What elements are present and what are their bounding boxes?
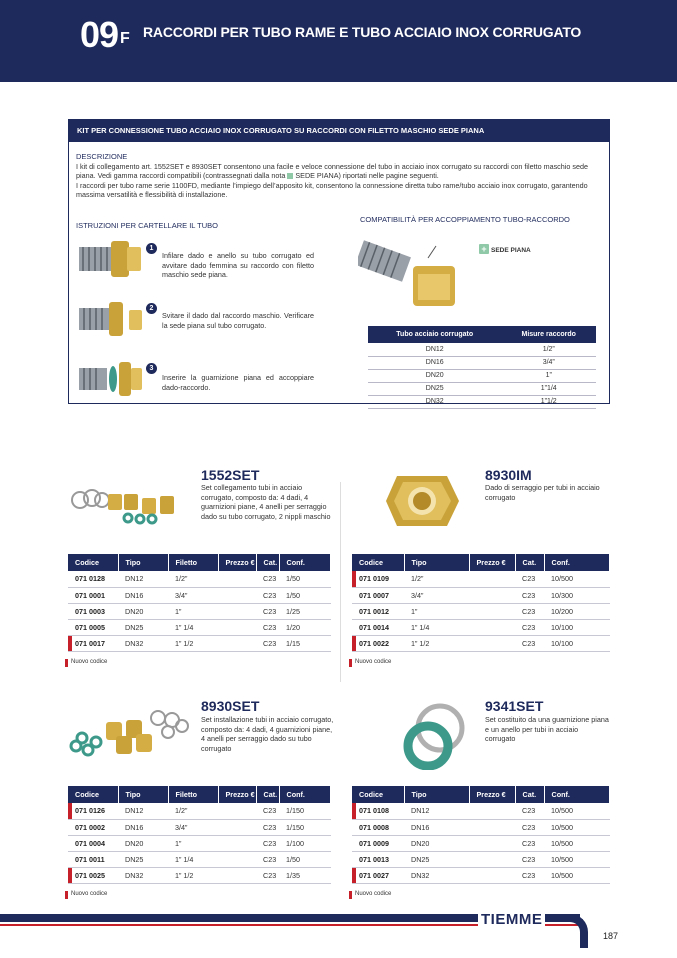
th-filetto: Filetto — [168, 554, 218, 571]
cell — [218, 635, 256, 651]
cell-code: 071 0004 — [68, 835, 118, 851]
step-2-badge: 2 — [146, 303, 157, 314]
th-conf: Conf. — [279, 554, 331, 571]
th-prezzo: Prezzo € — [218, 554, 256, 571]
cell — [469, 835, 515, 851]
chapter-letter: F — [120, 30, 130, 47]
compat-header-tube: Tubo acciaio corrugato — [368, 326, 501, 343]
product-8930im-title: 8930IM — [485, 467, 532, 483]
cell: 1”1/4 — [501, 382, 596, 395]
cell: 10/500 — [544, 851, 610, 867]
cell-code: 071 0025 — [68, 867, 118, 883]
chapter-number: 09 — [80, 14, 119, 55]
cell-code: 071 0017 — [68, 635, 118, 651]
cell: 1/2” — [168, 803, 218, 819]
cell: 1” — [168, 835, 218, 851]
product-1552set-table — [68, 554, 331, 652]
cell: DN32 — [404, 867, 469, 883]
cell: 10/500 — [544, 571, 610, 587]
product-8930im-desc: Dado di serraggio per tubi in acciaio corrugato — [485, 483, 600, 502]
cell — [469, 867, 515, 883]
cell: 10/300 — [544, 587, 610, 603]
th-codice: Codice — [352, 554, 404, 571]
cell — [218, 587, 256, 603]
cell: C23 — [515, 635, 544, 651]
compatibility-photo — [358, 238, 458, 313]
th-codice: Codice — [68, 786, 118, 803]
table-row — [352, 851, 610, 867]
cell: 1/50 — [279, 587, 331, 603]
product-9341set-title: 9341SET — [485, 698, 544, 714]
cell: DN16 — [118, 587, 168, 603]
cell — [218, 571, 256, 587]
cell: 1/2” — [404, 571, 469, 587]
cell — [469, 619, 515, 635]
cell — [469, 603, 515, 619]
cell-code: 071 0007 — [352, 587, 404, 603]
step-2-photo — [79, 296, 143, 346]
step-1-photo — [79, 237, 143, 287]
cell: 10/500 — [544, 835, 610, 851]
table-row — [352, 835, 610, 851]
cell: 1” 1/4 — [404, 619, 469, 635]
new-code-note: Nuovo codice — [349, 659, 391, 665]
cell-code: 071 0027 — [352, 867, 404, 883]
sede-piana-note-icon — [287, 173, 293, 179]
cell: 1/15 — [279, 635, 331, 651]
cell: DN12 — [118, 571, 168, 587]
cell: 10/100 — [544, 635, 610, 651]
cell: C23 — [515, 867, 544, 883]
product-8930set-title: 8930SET — [201, 698, 260, 714]
cell: DN12 — [118, 803, 168, 819]
cell: 1/150 — [279, 819, 331, 835]
cell: 3/4” — [501, 356, 596, 369]
cell — [218, 867, 256, 883]
cell-code: 071 0011 — [68, 851, 118, 867]
table-row — [368, 395, 596, 408]
cell-code: 071 0013 — [352, 851, 404, 867]
cell: 1/25 — [279, 603, 331, 619]
th-prezzo: Prezzo € — [469, 554, 515, 571]
cell: C23 — [515, 603, 544, 619]
sede-piana-label: SEDE PIANA — [491, 247, 531, 254]
cell — [469, 819, 515, 835]
table-row — [68, 803, 331, 819]
cell: C23 — [515, 619, 544, 635]
cell: DN16 — [368, 356, 501, 369]
cell: 1/100 — [279, 835, 331, 851]
product-8930set-desc: Set installazione tubi in acciaio corrugato, composto da: 4 dadi, 4 guarnizioni piane, 4 anelli per serraggio dado su tubo corrugato — [201, 715, 334, 753]
cell: DN25 — [118, 619, 168, 635]
step-3-badge: 3 — [146, 363, 157, 374]
brand-curve — [564, 914, 588, 948]
th-tipo: Tipo — [404, 554, 469, 571]
product-1552set-desc: Set collegamento tubi in acciaio corrugato, composto da: 4 dadi, 4 guarnizioni piane, 4 anelli per serraggio dado su tubo corrugato, 2 nippli maschio — [201, 483, 331, 521]
table-row — [352, 603, 610, 619]
cell — [469, 851, 515, 867]
product-1552set-photo — [68, 486, 188, 526]
cell: 1” 1/4 — [168, 619, 218, 635]
table-row — [368, 382, 596, 395]
table-row — [68, 819, 331, 835]
product-9341set-table — [352, 786, 610, 884]
cell-code: 071 0008 — [352, 819, 404, 835]
cell: 1” 1/4 — [168, 851, 218, 867]
table-row — [68, 851, 331, 867]
table-row — [352, 635, 610, 651]
th-codice: Codice — [352, 786, 404, 803]
cell-code: 071 0014 — [352, 619, 404, 635]
product-9341set-desc: Set costituito da una guarnizione piana e un anello per tubi in acciaio corrugato — [485, 715, 609, 743]
cell: 1/35 — [279, 867, 331, 883]
cell-code: 071 0128 — [68, 571, 118, 587]
instructions-heading: ISTRUZIONI PER CARTELLARE IL TUBO — [76, 221, 218, 230]
cell — [218, 603, 256, 619]
table-row — [368, 343, 596, 356]
th-tipo: Tipo — [118, 554, 168, 571]
th-cat: Cat. — [256, 554, 279, 571]
cell — [469, 571, 515, 587]
cell-code: 071 0108 — [352, 803, 404, 819]
th-conf: Conf. — [544, 786, 610, 803]
step-3-text: Inserire la guarnizione piana ed accoppiare dado-raccordo. — [162, 373, 314, 392]
th-filetto: Filetto — [168, 786, 218, 803]
cell — [218, 619, 256, 635]
cell: DN16 — [118, 819, 168, 835]
chapter-header — [0, 0, 677, 82]
compat-header-size: Misure raccordo — [501, 326, 596, 343]
cell: 1” — [168, 603, 218, 619]
step-2-text: Svitare il dado dal raccordo maschio. Verificare la sede piana sul tubo corrugato. — [162, 311, 314, 330]
step-3-photo — [79, 356, 143, 406]
cell-code: 071 0001 — [68, 587, 118, 603]
th-cat: Cat. — [515, 554, 544, 571]
th-codice: Codice — [68, 554, 118, 571]
table-row — [368, 369, 596, 382]
description-note: SEDE PIANA) riportati nelle pagine seguenti. — [295, 171, 439, 180]
table-row — [368, 356, 596, 369]
product-1552set-title: 1552SET — [201, 467, 260, 483]
product-8930im-table — [352, 554, 610, 652]
cell: C23 — [256, 587, 279, 603]
cell — [218, 819, 256, 835]
cell: 1” — [501, 369, 596, 382]
cell — [469, 587, 515, 603]
cell: 10/500 — [544, 819, 610, 835]
cell: C23 — [515, 571, 544, 587]
cell: C23 — [515, 803, 544, 819]
cell: 1/50 — [279, 571, 331, 587]
cell: 1” 1/2 — [168, 635, 218, 651]
new-code-note: Nuovo codice — [349, 891, 391, 897]
cell: C23 — [256, 619, 279, 635]
cell-code: 071 0022 — [352, 635, 404, 651]
compatibility-table — [368, 326, 596, 409]
cell — [218, 835, 256, 851]
cell: C23 — [515, 587, 544, 603]
cell: C23 — [256, 851, 279, 867]
cell: 10/200 — [544, 603, 610, 619]
th-tipo: Tipo — [118, 786, 168, 803]
table-row — [352, 587, 610, 603]
page-title: RACCORDI PER TUBO RAME E TUBO ACCIAIO INOX CORRUGATO — [143, 24, 582, 40]
product-9341set-photo — [398, 702, 473, 770]
cell: C23 — [515, 835, 544, 851]
cell: 1/20 — [279, 619, 331, 635]
new-code-note: Nuovo codice — [65, 891, 107, 897]
cell: 10/100 — [544, 619, 610, 635]
th-tipo: Tipo — [404, 786, 469, 803]
cell-code: 071 0012 — [352, 603, 404, 619]
table-row — [68, 635, 331, 651]
cell: DN16 — [404, 819, 469, 835]
cell: 10/500 — [544, 803, 610, 819]
cell-code: 071 0003 — [68, 603, 118, 619]
cell: 3/4” — [168, 819, 218, 835]
cell: C23 — [256, 819, 279, 835]
step-1-badge: 1 — [146, 243, 157, 254]
cell: 1” — [404, 603, 469, 619]
table-row — [352, 819, 610, 835]
page-number: 187 — [603, 931, 619, 941]
th-cat: Cat. — [515, 786, 544, 803]
cell: 1/50 — [279, 851, 331, 867]
kit-info-box — [68, 119, 610, 404]
cell-code: 071 0002 — [68, 819, 118, 835]
cell: DN32 — [118, 635, 168, 651]
cell: DN20 — [404, 835, 469, 851]
th-conf: Conf. — [279, 786, 331, 803]
cell: 1/2” — [501, 343, 596, 356]
cell: C23 — [256, 835, 279, 851]
table-row — [68, 835, 331, 851]
th-conf: Conf. — [544, 554, 610, 571]
table-row — [68, 619, 331, 635]
table-row — [352, 619, 610, 635]
new-code-note: Nuovo codice — [65, 659, 107, 665]
cell: C23 — [256, 867, 279, 883]
cell: 1” 1/2 — [404, 635, 469, 651]
cell-code: 071 0109 — [352, 571, 404, 587]
cell-code: 071 0009 — [352, 835, 404, 851]
table-row — [352, 571, 610, 587]
step-1-text: Infilare dado e anello su tubo corrugato ed avvitare dado femmina su raccordo con filetto maschio sede piana. — [162, 251, 314, 279]
description-heading: DESCRIZIONE — [76, 152, 128, 161]
cell — [218, 803, 256, 819]
brand-logo: TIEMME — [478, 911, 545, 928]
cell: DN20 — [368, 369, 501, 382]
plus-icon: + — [479, 244, 489, 254]
description-block — [76, 152, 606, 200]
cell: C23 — [515, 819, 544, 835]
cell: DN20 — [118, 603, 168, 619]
table-row — [68, 571, 331, 587]
description-line-1: I kit di collegamento art. 1552SET e 8930SET consentono una facile e veloce connessione del tubo in acciaio inox corrugato su raccordi con filetto maschio sede piana. Vedi gamma raccordi compatibili (contrassegnati dalla nota — [76, 161, 588, 180]
product-8930set-table — [68, 786, 331, 884]
cell — [218, 851, 256, 867]
sede-piana-tag — [479, 244, 531, 254]
cell: 1” 1/2 — [168, 867, 218, 883]
th-cat: Cat. — [256, 786, 279, 803]
product-8930set-photo — [68, 708, 193, 760]
cell: 1/150 — [279, 803, 331, 819]
kit-title: KIT PER CONNESSIONE TUBO ACCIAIO INOX CORRUGATO SU RACCORDI CON FILETTO MASCHIO SEDE PIANA — [69, 120, 609, 142]
cell: DN12 — [404, 803, 469, 819]
th-prezzo: Prezzo € — [218, 786, 256, 803]
cell: 10/500 — [544, 867, 610, 883]
cell-code: 071 0126 — [68, 803, 118, 819]
table-row — [352, 803, 610, 819]
cell: 1/2” — [168, 571, 218, 587]
th-prezzo: Prezzo € — [469, 786, 515, 803]
cell: C23 — [256, 603, 279, 619]
cell: DN25 — [118, 851, 168, 867]
table-row — [68, 603, 331, 619]
cell: C23 — [256, 803, 279, 819]
cell — [469, 635, 515, 651]
cell — [469, 803, 515, 819]
cell: 3/4” — [168, 587, 218, 603]
cell: 1”1/2 — [501, 395, 596, 408]
cell: C23 — [256, 635, 279, 651]
table-row — [352, 867, 610, 883]
cell: DN20 — [118, 835, 168, 851]
table-row — [68, 587, 331, 603]
cell: C23 — [256, 571, 279, 587]
cell: DN32 — [368, 395, 501, 408]
cell: 3/4” — [404, 587, 469, 603]
cell: C23 — [515, 851, 544, 867]
product-8930im-photo — [385, 470, 460, 532]
compatibility-heading: COMPATIBILITÀ PER ACCOPPIAMENTO TUBO-RACCORDO — [360, 215, 570, 224]
cell: DN12 — [368, 343, 501, 356]
cell: DN32 — [118, 867, 168, 883]
cell: DN25 — [368, 382, 501, 395]
table-row — [68, 867, 331, 883]
cell-code: 071 0005 — [68, 619, 118, 635]
description-line-2: I raccordi per tubo rame serie 1100FD, mediante l’impiego dell’apposito kit, consentono la connessione diretta tubo rame/tubo acciaio inox corrugato, garantendo massima versatilità e flessibilità di installazione. — [76, 180, 588, 199]
column-divider — [340, 482, 341, 682]
cell: DN25 — [404, 851, 469, 867]
